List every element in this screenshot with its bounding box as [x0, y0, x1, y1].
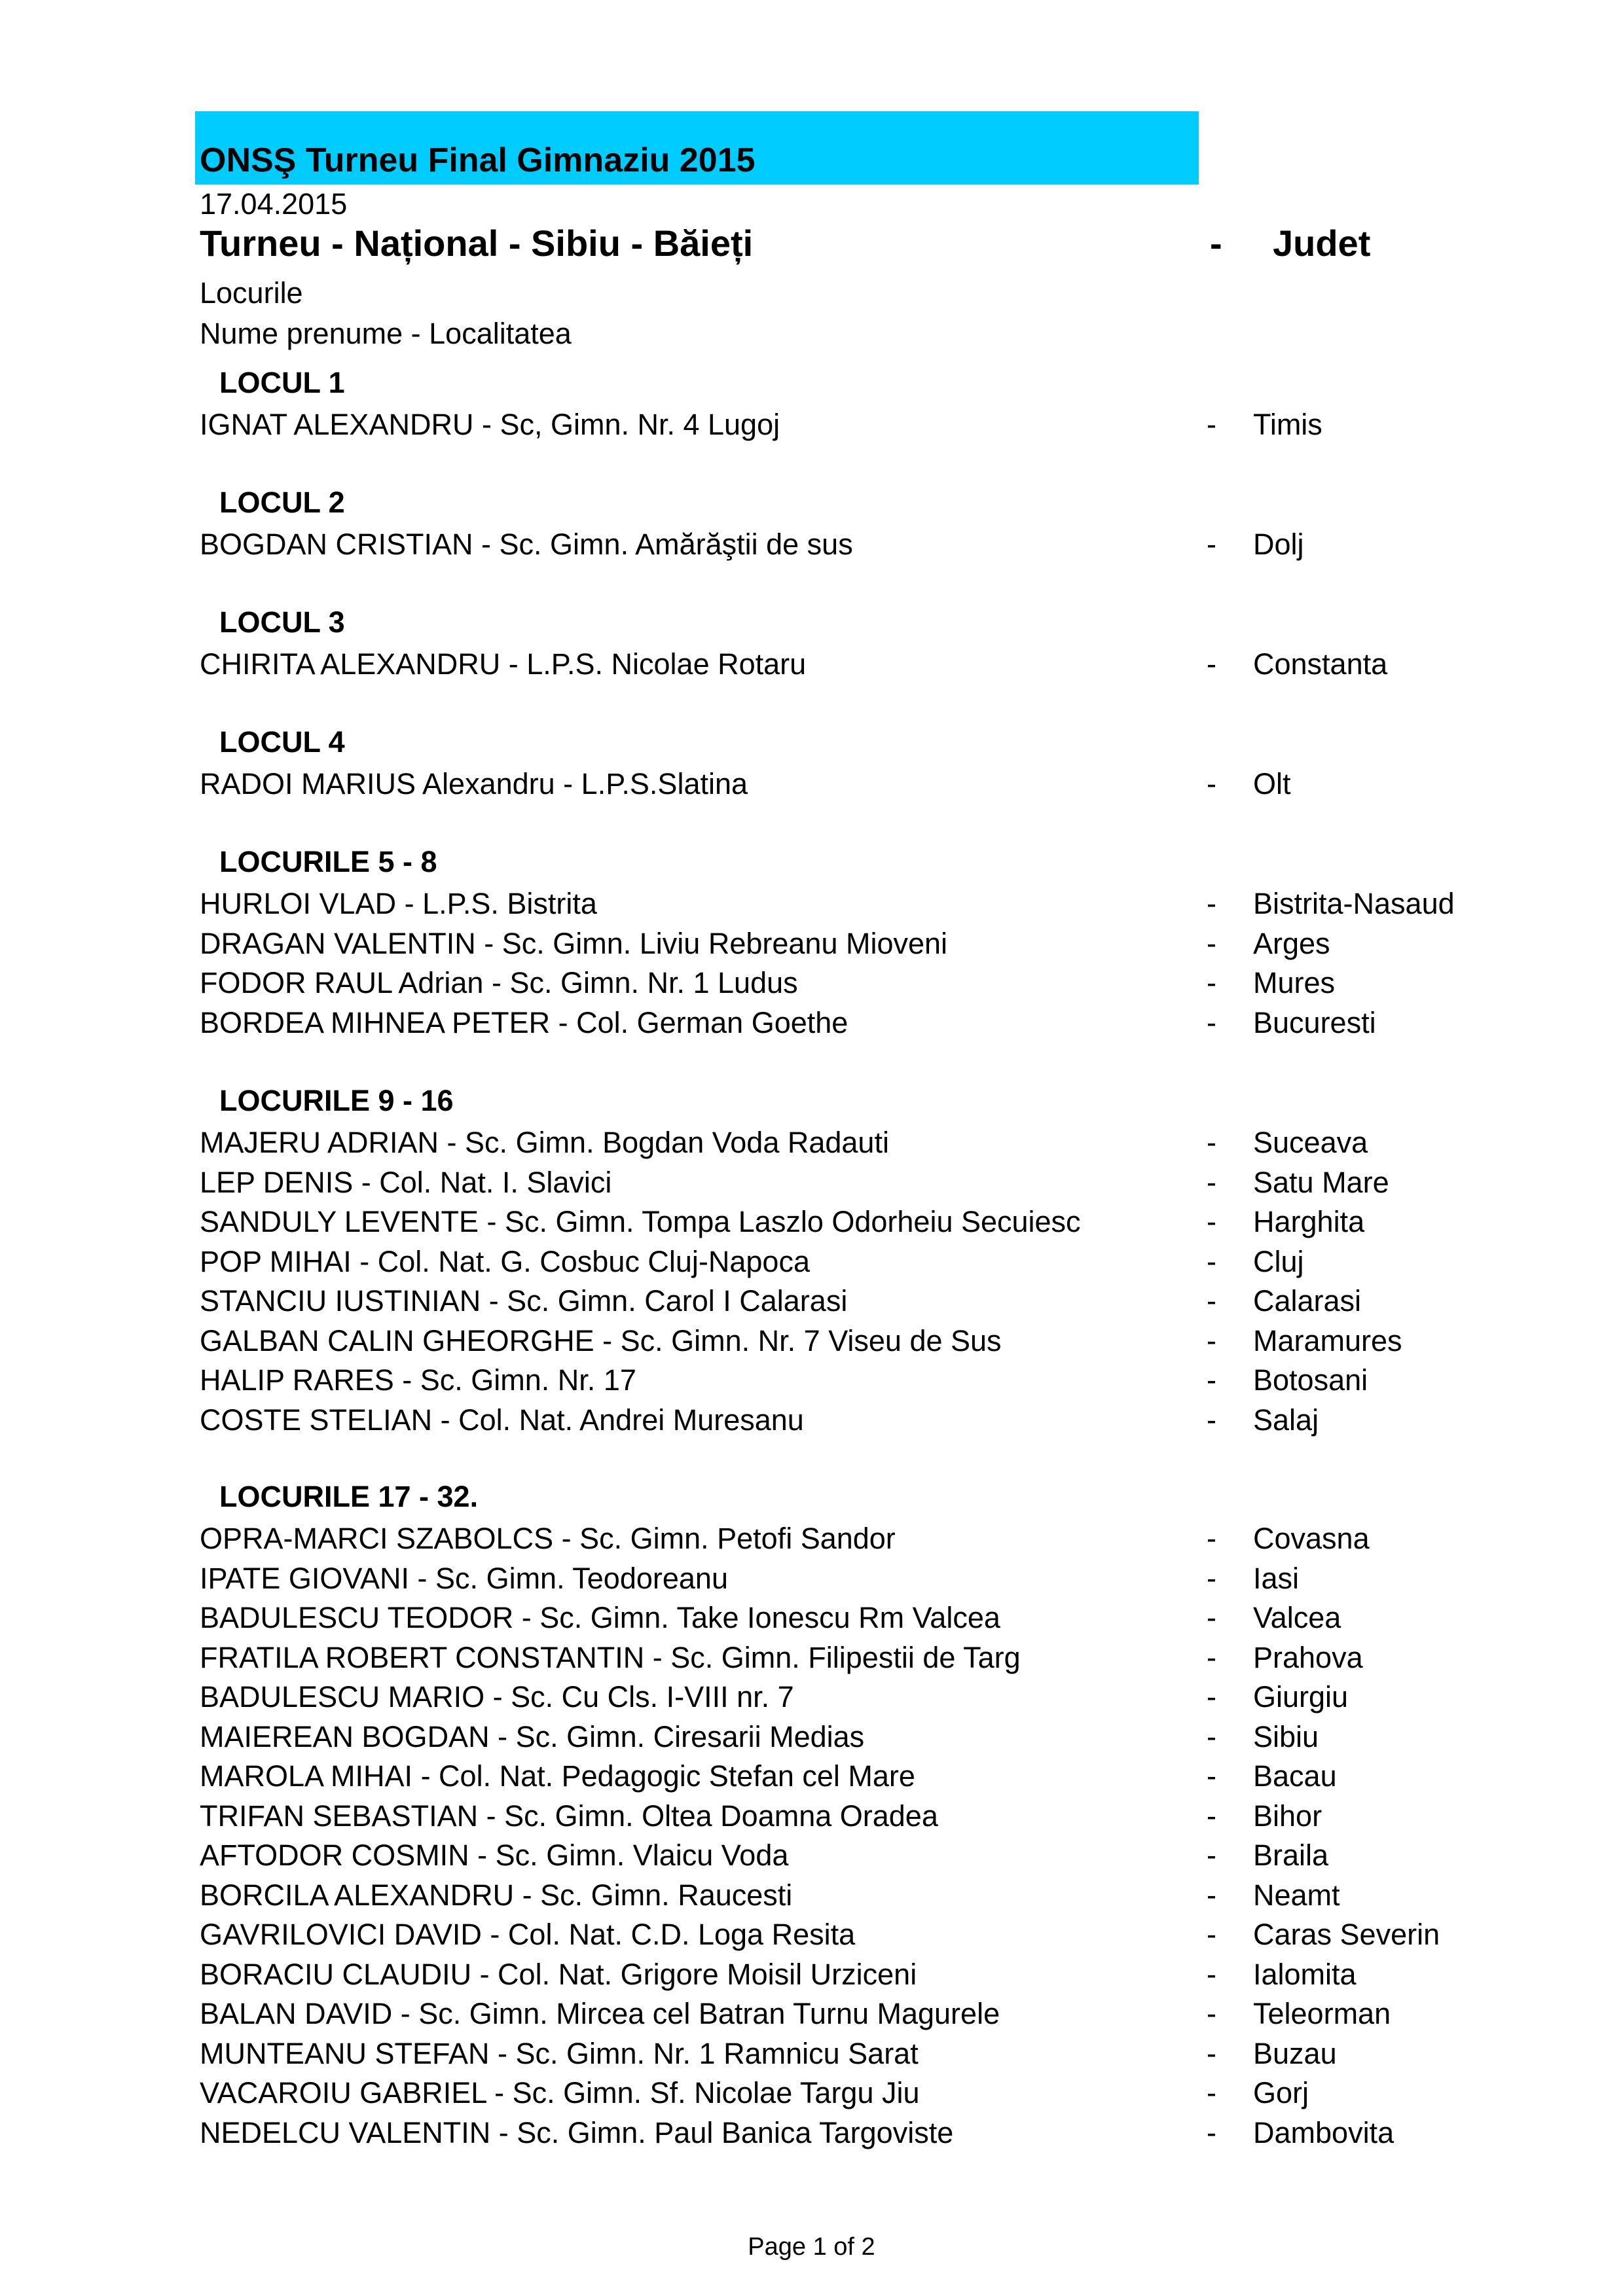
result-row — [0, 963, 1623, 1003]
participant-name: MAIEREAN BOGDAN - Sc. Gimn. Ciresarii Medias — [200, 1719, 865, 1753]
result-row — [0, 1242, 1623, 1282]
row-dash: - — [1207, 1244, 1216, 1278]
row-dash: - — [1207, 926, 1216, 960]
section-label: LOCURILE 5 - 8 — [219, 845, 437, 878]
county-name: Suceava — [1253, 1126, 1368, 1159]
county-name: Satu Mare — [1253, 1165, 1389, 1199]
result-row — [0, 2113, 1623, 2153]
event-date: 17.04.2015 — [200, 187, 348, 221]
participant-name: FODOR RAUL Adrian - Sc. Gimn. Nr. 1 Ludus — [200, 966, 798, 999]
row-dash: - — [1207, 1719, 1216, 1753]
participant-name: TRIFAN SEBASTIAN - Sc. Gimn. Oltea Doamna Oradea — [200, 1799, 938, 1833]
county-name: Prahova — [1253, 1640, 1363, 1674]
result-row — [0, 884, 1623, 924]
result-row — [0, 1559, 1623, 1598]
row-dash: - — [1207, 647, 1216, 681]
county-name: Harghita — [1253, 1205, 1365, 1238]
row-dash: - — [1207, 2076, 1216, 2109]
participant-name: MUNTEANU STEFAN - Sc. Gimn. Nr. 1 Ramnicu Sarat — [200, 2036, 919, 2070]
section-label: LOCUL 2 — [219, 486, 345, 519]
county-name: Teleorman — [1253, 1997, 1391, 2030]
result-row — [0, 1955, 1623, 1994]
tournament-heading: Turneu - Național - Sibiu - Băieți — [200, 223, 754, 264]
county-name: Botosani — [1253, 1363, 1368, 1397]
row-dash: - — [1207, 1680, 1216, 1713]
row-dash: - — [1207, 1759, 1216, 1793]
result-row — [0, 645, 1623, 684]
county-name: Bucuresti — [1253, 1005, 1376, 1039]
result-row — [0, 1717, 1623, 1757]
row-dash: - — [1207, 1997, 1216, 2030]
row-dash: - — [1207, 1957, 1216, 1991]
participant-name: STANCIU IUSTINIAN - Sc. Gimn. Carol I Calarasi — [200, 1284, 848, 1318]
row-dash: - — [1207, 1165, 1216, 1199]
county-name: Caras Severin — [1253, 1918, 1440, 1951]
result-row — [0, 2034, 1623, 2073]
row-dash: - — [1207, 767, 1216, 800]
county-name: Dambovita — [1253, 2115, 1395, 2149]
participant-name: GALBAN CALIN GHEORGHE - Sc. Gimn. Nr. 7 Viseu de Sus — [200, 1323, 1002, 1357]
section-label: LOCUL 4 — [219, 725, 345, 759]
county-name: Calarasi — [1253, 1284, 1362, 1318]
participant-name: IPATE GIOVANI - Sc. Gimn. Teodoreanu — [200, 1561, 728, 1595]
result-row — [0, 1519, 1623, 1558]
result-row — [0, 1994, 1623, 2034]
county-name: Bistrita-Nasaud — [1253, 887, 1455, 920]
result-row — [0, 1876, 1623, 1915]
result-row — [0, 1915, 1623, 1954]
participant-name: OPRA-MARCI SZABOLCS - Sc. Gimn. Petofi Sandor — [200, 1522, 896, 1555]
result-row — [0, 1401, 1623, 1440]
county-name: Bacau — [1253, 1759, 1337, 1793]
participant-name: HALIP RARES - Sc. Gimn. Nr. 17 — [200, 1363, 636, 1397]
page-footer: Page 1 of 2 — [748, 2233, 875, 2261]
result-row — [0, 1163, 1623, 1202]
row-dash: - — [1207, 1403, 1216, 1437]
places-subheading: Locurile — [200, 276, 303, 310]
participant-name: BOGDAN CRISTIAN - Sc. Gimn. Amărăştii de sus — [200, 528, 853, 561]
participant-name: CHIRITA ALEXANDRU - L.P.S. Nicolae Rotaru — [200, 647, 807, 681]
result-row — [0, 405, 1623, 444]
participant-name: HURLOI VLAD - L.P.S. Bistrita — [200, 887, 597, 920]
county-name: Neamt — [1253, 1878, 1340, 1912]
participant-name: MAJERU ADRIAN - Sc. Gimn. Bogdan Voda Radauti — [200, 1126, 889, 1159]
participant-name: BORACIU CLAUDIU - Col. Nat. Grigore Moisil Urziceni — [200, 1957, 917, 1991]
row-dash: - — [1207, 1601, 1216, 1634]
row-dash: - — [1207, 1205, 1216, 1238]
participant-name: IGNAT ALEXANDRU - Sc, Gimn. Nr. 4 Lugoj — [200, 408, 780, 441]
participant-name: SANDULY LEVENTE - Sc. Gimn. Tompa Laszlo Odorheiu Secuiesc — [200, 1205, 1081, 1238]
participant-name: BORDEA MIHNEA PETER - Col. German Goethe — [200, 1005, 848, 1039]
participant-name: FRATILA ROBERT CONSTANTIN - Sc. Gimn. Filipestii de Targ — [200, 1640, 1021, 1674]
row-dash: - — [1207, 1284, 1216, 1318]
result-row — [0, 525, 1623, 564]
section-label: LOCUL 1 — [219, 366, 345, 399]
row-dash: - — [1207, 528, 1216, 561]
county-name: Constanta — [1253, 647, 1388, 681]
county-name: Arges — [1253, 926, 1330, 960]
name-locality-subheading: Nume prenume - Localitatea — [200, 317, 572, 350]
document-title: ONSŞ Turneu Final Gimnaziu 2015 — [200, 141, 756, 179]
row-dash: - — [1207, 887, 1216, 920]
county-name: Covasna — [1253, 1522, 1370, 1555]
result-row — [0, 924, 1623, 963]
result-row — [0, 1003, 1623, 1043]
county-name: Valcea — [1253, 1601, 1341, 1634]
result-row — [0, 1836, 1623, 1875]
result-row — [0, 1638, 1623, 1677]
result-row — [0, 2073, 1623, 2113]
county-column-heading: Judet — [1273, 223, 1371, 264]
participant-name: BADULESCU MARIO - Sc. Cu Cls. I-VIII nr. 7 — [200, 1680, 794, 1713]
participant-name: GAVRILOVICI DAVID - Col. Nat. C.D. Loga Resita — [200, 1918, 856, 1951]
row-dash: - — [1207, 1799, 1216, 1833]
section-label: LOCURILE 9 - 16 — [219, 1084, 454, 1117]
participant-name: AFTODOR COSMIN - Sc. Gimn. Vlaicu Voda — [200, 1839, 789, 1872]
participant-name: BADULESCU TEODOR - Sc. Gimn. Take Ionescu Rm Valcea — [200, 1601, 1000, 1634]
row-dash: - — [1207, 1323, 1216, 1357]
row-dash: - — [1207, 1522, 1216, 1555]
result-row — [0, 1797, 1623, 1836]
participant-name: POP MIHAI - Col. Nat. G. Cosbuc Cluj-Napoca — [200, 1244, 810, 1278]
county-name: Buzau — [1253, 2036, 1337, 2070]
county-name: Giurgiu — [1253, 1680, 1349, 1713]
row-dash: - — [1207, 1878, 1216, 1912]
row-dash: - — [1207, 1918, 1216, 1951]
county-name: Maramures — [1253, 1323, 1402, 1357]
county-name: Dolj — [1253, 528, 1304, 561]
row-dash: - — [1207, 2036, 1216, 2070]
county-name: Timis — [1253, 408, 1322, 441]
county-name: Salaj — [1253, 1403, 1319, 1437]
participant-name: BALAN DAVID - Sc. Gimn. Mircea cel Batran Turnu Magurele — [200, 1997, 1000, 2030]
row-dash: - — [1207, 1839, 1216, 1872]
row-dash: - — [1207, 1640, 1216, 1674]
row-dash: - — [1207, 2115, 1216, 2149]
heading-dash: - — [1210, 223, 1222, 264]
result-row — [0, 1321, 1623, 1361]
county-name: Cluj — [1253, 1244, 1304, 1278]
county-name: Olt — [1253, 767, 1291, 800]
result-row — [0, 1361, 1623, 1400]
result-row — [0, 1677, 1623, 1717]
county-name: Ialomita — [1253, 1957, 1357, 1991]
row-dash: - — [1207, 1126, 1216, 1159]
result-row — [0, 1757, 1623, 1796]
county-name: Iasi — [1253, 1561, 1300, 1595]
result-row — [0, 1202, 1623, 1242]
participant-name: BORCILA ALEXANDRU - Sc. Gimn. Raucesti — [200, 1878, 793, 1912]
participant-name: MAROLA MIHAI - Col. Nat. Pedagogic Stefan cel Mare — [200, 1759, 915, 1793]
row-dash: - — [1207, 1005, 1216, 1039]
county-name: Sibiu — [1253, 1719, 1319, 1753]
result-row — [0, 764, 1623, 804]
participant-name: RADOI MARIUS Alexandru - L.P.S.Slatina — [200, 767, 748, 800]
row-dash: - — [1207, 1363, 1216, 1397]
result-row — [0, 1282, 1623, 1321]
county-name: Gorj — [1253, 2076, 1309, 2109]
participant-name: DRAGAN VALENTIN - Sc. Gimn. Liviu Rebreanu Mioveni — [200, 926, 948, 960]
county-name: Braila — [1253, 1839, 1329, 1872]
section-label: LOCUL 3 — [219, 605, 345, 639]
result-row — [0, 1598, 1623, 1638]
result-row — [0, 1123, 1623, 1162]
section-label: LOCURILE 17 - 32. — [219, 1480, 479, 1513]
participant-name: VACAROIU GABRIEL - Sc. Gimn. Sf. Nicolae Targu Jiu — [200, 2076, 920, 2109]
county-name: Bihor — [1253, 1799, 1322, 1833]
row-dash: - — [1207, 966, 1216, 999]
row-dash: - — [1207, 1561, 1216, 1595]
participant-name: COSTE STELIAN - Col. Nat. Andrei Muresanu — [200, 1403, 804, 1437]
row-dash: - — [1207, 408, 1216, 441]
county-name: Mures — [1253, 966, 1336, 999]
participant-name: NEDELCU VALENTIN - Sc. Gimn. Paul Banica Targoviste — [200, 2115, 954, 2149]
participant-name: LEP DENIS - Col. Nat. I. Slavici — [200, 1165, 612, 1199]
